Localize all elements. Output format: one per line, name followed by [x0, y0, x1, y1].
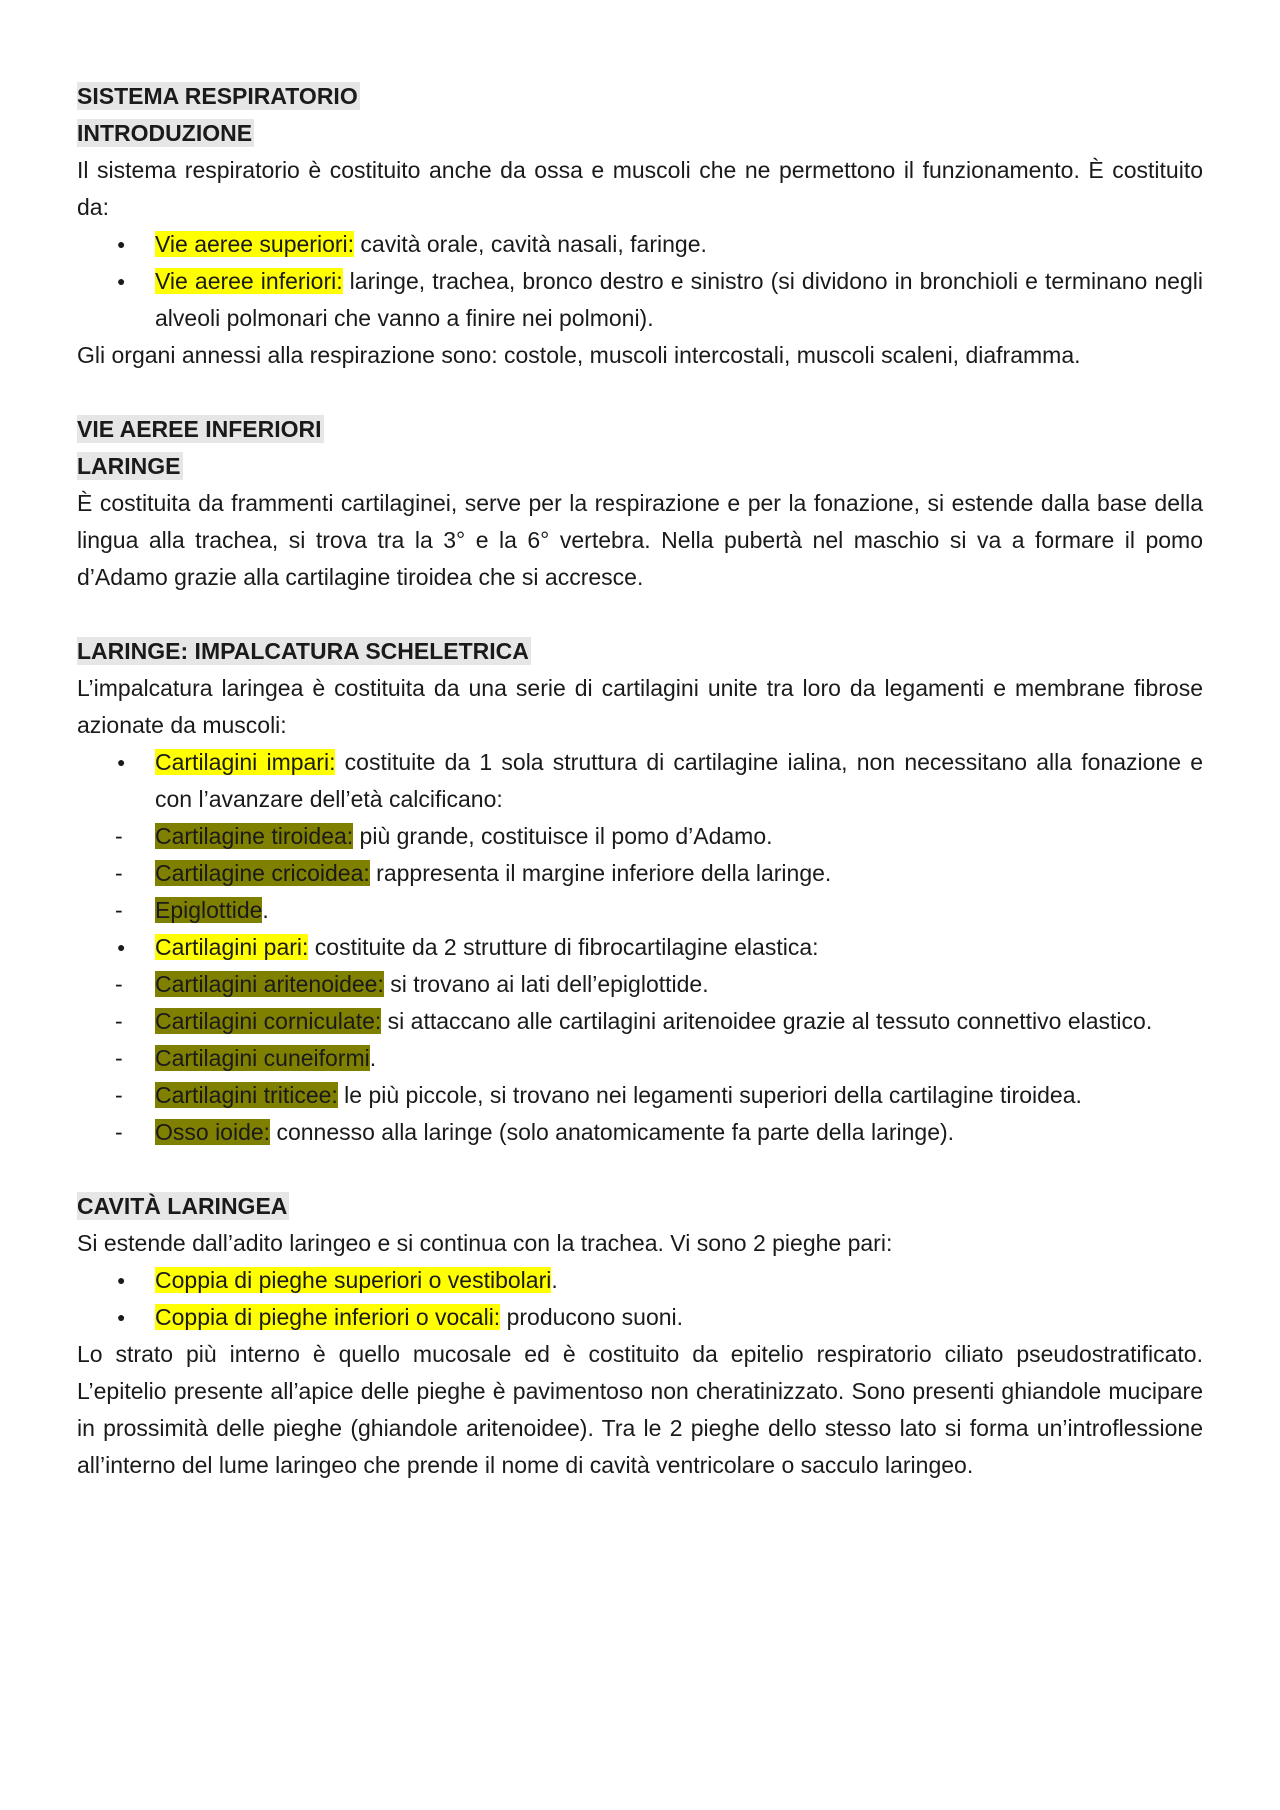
bullet-list — [77, 1262, 1203, 1336]
list-item: - Cartilagini cuneiformi. — [77, 1040, 1203, 1077]
highlighted-term: Cartilagine tiroidea: — [155, 823, 354, 849]
highlighted-term: Cartilagini cuneiformi — [155, 1045, 370, 1071]
intro-paragraph: L’impalcatura laringea è costituita da una serie di cartilagini unite tra loro da legamenti e membrane fibrose azionate da muscoli: — [77, 675, 1203, 738]
highlighted-term: Coppia di pieghe inferiori o vocali: — [155, 1304, 501, 1330]
list-item: - Osso ioide: connesso alla laringe (solo anatomicamente fa parte della laringe). — [77, 1114, 1203, 1151]
list-item: - Cartilagine cricoidea: rappresenta il margine inferiore della laringe. — [77, 855, 1203, 892]
intro-paragraph: Il sistema respiratorio è costituito anche da ossa e muscoli che ne permettono il funzionamento. È costituito da: — [77, 157, 1203, 220]
list-item: - Cartilagini corniculate: si attaccano alle cartilagini aritenoidee grazie al tessuto connettivo elastico. — [77, 1003, 1203, 1040]
section-title: LARINGE: IMPALCATURA SCHELETRICA — [77, 638, 529, 664]
section-subtitle: INTRODUZIONE — [77, 120, 253, 146]
highlighted-term: Coppia di pieghe superiori o vestibolari — [155, 1267, 552, 1293]
highlighted-term: Cartilagini triticee: — [155, 1082, 338, 1108]
cartilage-list — [77, 744, 1203, 1151]
highlighted-term: Cartilagini pari: — [155, 934, 309, 960]
list-item: - Cartilagine tiroidea: più grande, costituisce il pomo d’Adamo. — [77, 818, 1203, 855]
section-subtitle: LARINGE — [77, 453, 181, 479]
list-item: - Cartilagini triticee: le più piccole, si trovano nei legamenti superiori della cartilagine tiroidea. — [77, 1077, 1203, 1114]
list-item: ● Vie aeree superiori: cavità orale, cavità nasali, faringe. — [77, 226, 1203, 263]
section-title: CAVITÀ LARINGEA — [77, 1193, 288, 1219]
highlighted-term: Cartilagini corniculate: — [155, 1008, 382, 1034]
section-title: SISTEMA RESPIRATORIO — [77, 83, 358, 109]
list-item: - Epiglottide. — [77, 892, 1203, 929]
list-item: ● Vie aeree inferiori: laringe, trachea, bronco destro e sinistro (si dividono in bronchioli e terminano negli alveoli polmonari che vanno a finire nei polmoni). — [77, 263, 1203, 337]
document-page — [77, 78, 1203, 1484]
highlighted-term: Osso ioide: — [155, 1119, 271, 1145]
highlighted-term: Vie aeree superiori: — [155, 231, 355, 257]
body-paragraph: È costituita da frammenti cartilaginei, serve per la respirazione e per la fonazione, si estende dalla base della lingua alla trachea, si trova tra la 3° e la 6° vertebra. Nella pubertà nel maschio si va a formare il pomo d’Adamo grazie alla cartilagine tiroidea che si accresce. — [77, 490, 1203, 590]
highlighted-term: Cartilagini aritenoidee: — [155, 971, 384, 997]
intro-paragraph: Si estende dall’adito laringeo e si continua con la trachea. Vi sono 2 pieghe pari: — [77, 1230, 893, 1256]
section-title: VIE AEREE INFERIORI — [77, 416, 322, 442]
list-item: ● Coppia di pieghe inferiori o vocali: producono suoni. — [77, 1299, 1203, 1336]
highlighted-term: Vie aeree inferiori: — [155, 268, 343, 294]
highlighted-term: Cartilagini impari: — [155, 749, 336, 775]
highlighted-term: Cartilagine cricoidea: — [155, 860, 370, 886]
body-paragraph: Lo strato più interno è quello mucosale ed è costituito da epitelio respiratorio ciliato pseudostratificato. L’epitelio presente all’apice delle pieghe è pavimentoso non cheratinizzato. Sono presenti ghiandole mucipare in prossimità delle pieghe (ghiandole aritenoidee). Tra le 2 pieghe dello stesso lato si forma un’introflessione all’interno del lume laringeo che prende il nome di cavità ventricolare o sacculo laringeo. — [77, 1341, 1203, 1478]
bullet-list — [77, 226, 1203, 337]
list-item: ● Cartilagini impari: costituite da 1 sola struttura di cartilagine ialina, non necessitano alla fonazione e con l’avanzare dell’età calcificano: — [77, 744, 1203, 818]
list-item: - Cartilagini aritenoidee: si trovano ai lati dell’epiglottide. — [77, 966, 1203, 1003]
highlighted-term: Epiglottide — [155, 897, 263, 923]
list-item: ● Coppia di pieghe superiori o vestibolari. — [77, 1262, 1203, 1299]
list-item: ● Cartilagini pari: costituite da 2 strutture di fibrocartilagine elastica: — [77, 929, 1203, 966]
closing-paragraph: Gli organi annessi alla respirazione sono: costole, muscoli intercostali, muscoli scaleni, diaframma. — [77, 342, 1081, 368]
